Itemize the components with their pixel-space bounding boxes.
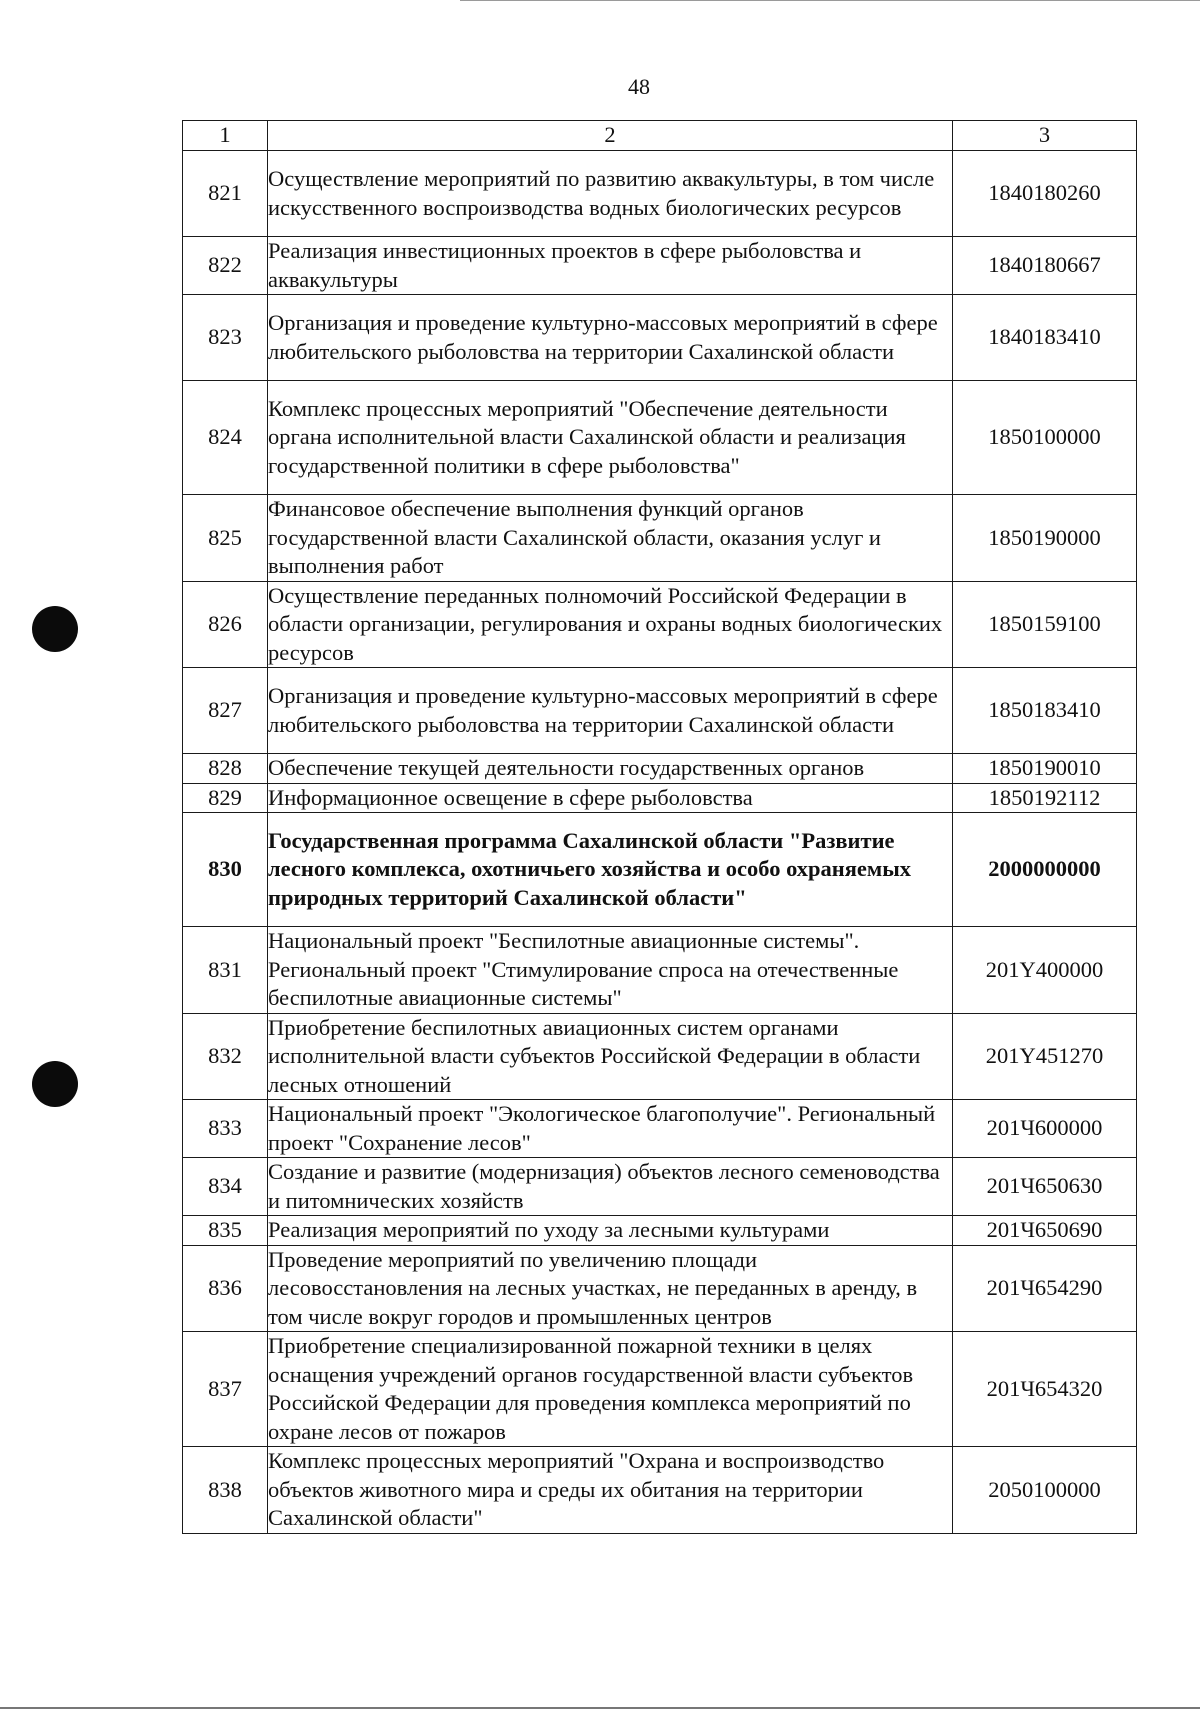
row-number: 838 [183,1447,268,1534]
row-description: Реализация инвестиционных проектов в сфере рыболовства и аквакультуры [268,237,953,295]
row-number: 827 [183,668,268,754]
row-code: 201Ч650630 [953,1158,1137,1216]
row-number: 833 [183,1100,268,1158]
punch-hole-mark [32,1061,78,1107]
table-row [183,1100,1137,1158]
scan-edge-line [0,1707,1200,1709]
row-code: 1850183410 [953,668,1137,754]
table-row [183,151,1137,237]
row-code: 201Ч650690 [953,1216,1137,1246]
row-description: Организация и проведение культурно-массовых мероприятий в сфере любительского рыболовства на территории Сахалинской области [268,668,953,754]
row-description: Проведение мероприятий по увеличению площади лесовосстановления на лесных участках, не переданных в аренду, в том числе вокруг городов и промышленных центров [268,1245,953,1332]
row-code: 201Ч654320 [953,1332,1137,1447]
row-code: 201Y451270 [953,1013,1137,1100]
row-code: 201Ч654290 [953,1245,1137,1332]
row-number: 836 [183,1245,268,1332]
row-number: 825 [183,495,268,582]
row-number: 834 [183,1158,268,1216]
row-description: Национальный проект "Беспилотные авиационные системы". Региональный проект "Стимулирование спроса на отечественные беспилотные авиационные системы" [268,927,953,1014]
row-description: Национальный проект "Экологическое благополучие". Региональный проект "Сохранение лесов" [268,1100,953,1158]
row-number: 826 [183,581,268,668]
table-row [183,495,1137,582]
table-row [183,754,1137,784]
row-number: 830 [183,813,268,927]
table-row [183,581,1137,668]
punch-hole-mark [32,606,78,652]
row-description: Создание и развитие (модернизация) объектов лесного семеноводства и питомнических хозяйств [268,1158,953,1216]
scan-edge-line [460,0,1200,1]
row-code: 1850190010 [953,754,1137,784]
page-number: 48 [628,74,650,99]
table-row [183,1216,1137,1246]
row-code: 1840180667 [953,237,1137,295]
row-code: 2000000000 [953,813,1137,927]
row-number: 831 [183,927,268,1014]
row-description: Комплекс процессных мероприятий "Обеспечение деятельности органа исполнительной власти Сахалинской области и реализация государственной политики в сфере рыболовства" [268,381,953,495]
table-row [183,783,1137,813]
row-description: Организация и проведение культурно-массовых мероприятий в сфере любительского рыболовства на территории Сахалинской области [268,295,953,381]
table-row [183,237,1137,295]
row-description: Осуществление переданных полномочий Российской Федерации в области организации, регулирования и охраны водных биологических ресурсов [268,581,953,668]
row-number: 824 [183,381,268,495]
table-row [183,668,1137,754]
table-row [183,1013,1137,1100]
row-number: 832 [183,1013,268,1100]
header-col-1: 1 [183,121,268,151]
row-code: 1840180260 [953,151,1137,237]
table-row [183,295,1137,381]
row-number: 837 [183,1332,268,1447]
classification-table [182,120,1137,1534]
table-row [183,1245,1137,1332]
row-code: 2050100000 [953,1447,1137,1534]
row-description: Комплекс процессных мероприятий "Охрана и воспроизводство объектов животного мира и среды их обитания на территории Сахалинской области" [268,1447,953,1534]
row-number: 835 [183,1216,268,1246]
row-description: Финансовое обеспечение выполнения функций органов государственной власти Сахалинской области, оказания услуг и выполнения работ [268,495,953,582]
table-row [183,1332,1137,1447]
row-number: 821 [183,151,268,237]
row-code: 201Y400000 [953,927,1137,1014]
row-code: 1850159100 [953,581,1137,668]
row-number: 828 [183,754,268,784]
row-description: Реализация мероприятий по уходу за лесными культурами [268,1216,953,1246]
row-number: 822 [183,237,268,295]
row-number: 823 [183,295,268,381]
table-row [183,1447,1137,1534]
table-row [183,813,1137,927]
row-description: Приобретение беспилотных авиационных систем органами исполнительной власти субъектов Российской Федерации в области лесных отношений [268,1013,953,1100]
row-code: 1850190000 [953,495,1137,582]
row-description: Государственная программа Сахалинской области "Развитие лесного комплекса, охотничьего хозяйства и особо охраняемых природных территорий Сахалинской области" [268,813,953,927]
table-row [183,927,1137,1014]
row-description: Информационное освещение в сфере рыболовства [268,783,953,813]
row-description: Приобретение специализированной пожарной техники в целях оснащения учреждений органов государственной власти субъектов Российской Федерации для проведения комплекса мероприятий по охране лесов от пожаров [268,1332,953,1447]
table-row [183,381,1137,495]
row-code: 201Ч600000 [953,1100,1137,1158]
row-description: Обеспечение текущей деятельности государственных органов [268,754,953,784]
row-description: Осуществление мероприятий по развитию аквакультуры, в том числе искусственного воспроизводства водных биологических ресурсов [268,151,953,237]
row-number: 829 [183,783,268,813]
table-row [183,1158,1137,1216]
row-code: 1850100000 [953,381,1137,495]
row-code: 1850192112 [953,783,1137,813]
header-col-2: 2 [268,121,953,151]
header-col-3: 3 [953,121,1137,151]
table-header-row [183,121,1137,151]
row-code: 1840183410 [953,295,1137,381]
